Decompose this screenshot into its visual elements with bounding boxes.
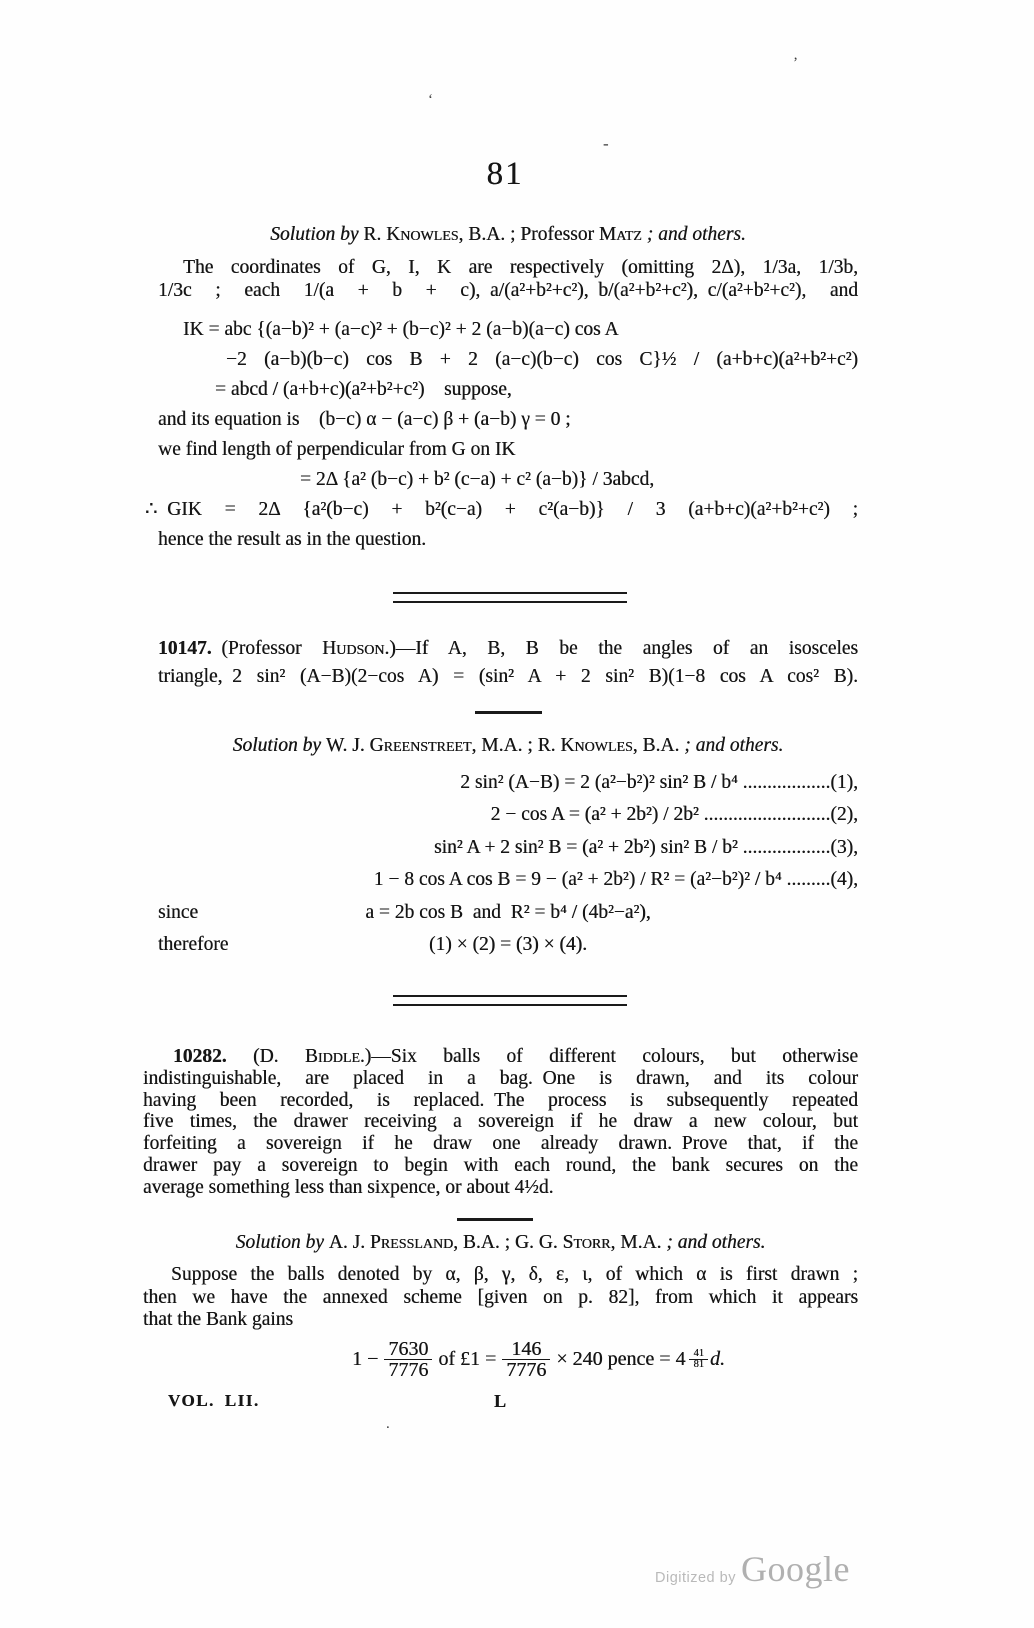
- and-others-label: ; and others.: [661, 1232, 766, 1253]
- problem-intro: (D.: [226, 1046, 305, 1067]
- solution-equations: [145, 315, 858, 555]
- solution-header-knowles: [158, 224, 858, 246]
- scan-artifact: ’: [793, 55, 798, 71]
- and-others-label: ; and others.: [679, 735, 784, 756]
- problem-line: [143, 1046, 858, 1068]
- scan-artifact: .: [386, 1416, 390, 1432]
- formula-text: × 240 pence = 4: [556, 1347, 686, 1370]
- paragraph-line: that the Bank gains: [143, 1309, 294, 1331]
- solver-name: A. J. Pressland, B.A.: [328, 1232, 500, 1253]
- solution-paragraph: [143, 1264, 858, 1332]
- solution-equations: [158, 767, 858, 961]
- problem-line: five times, the drawer receiving a sovereign if he draw a new colour, but: [143, 1111, 858, 1133]
- problem-10147: [158, 635, 858, 691]
- solution-by-label: Solution by: [270, 224, 364, 245]
- equation-line: IK = abc {(a−b)² + (a−c)² + (b−c)² + 2 (a−b)(a−c) cos A: [183, 319, 619, 340]
- scan-artifact: ‘: [428, 92, 433, 108]
- double-rule-divider: [393, 995, 627, 1006]
- paragraph-line: then we have the annexed scheme [given on p. 82], from which it appears: [143, 1286, 858, 1308]
- short-rule-divider: [457, 1218, 533, 1221]
- equation-line: = 2Δ {a² (b−c) + b² (c−a) + c² (a−b)} / 3abcd,: [300, 469, 655, 490]
- problem-intro: (Professor: [211, 638, 323, 659]
- solver-name: R. Knowles, B.A.: [537, 735, 680, 756]
- problem-number: 10147.: [158, 638, 212, 659]
- paragraph-line: The coordinates of G, I, K are respectively (omitting 2Δ), 1/3a, 1/3b,: [183, 257, 858, 278]
- numbered-equation: 2 sin² (A−B) = 2 (a²−b²)² sin² B / b⁴ ..................(1),: [460, 772, 858, 793]
- separator-text: ;: [499, 1232, 515, 1253]
- problem-line: triangle, 2 sin² (A−B)(2−cos A) = (sin² A + 2 sin² B)(1−8 cos A cos² B).: [158, 666, 858, 687]
- problem-line: average something less than sixpence, or about 4½d.: [143, 1176, 554, 1198]
- fraction-numerator: 41: [693, 1347, 704, 1359]
- problem-number: 10282.: [173, 1046, 227, 1067]
- problem-line: indistinguishable, are placed in a bag. One is drawn, and its colour: [143, 1067, 858, 1089]
- equation-line: we find length of perpendicular from G on IK: [158, 439, 516, 460]
- paragraph-line: Suppose the balls denoted by α, β, γ, δ, ε, ι, of which α is first drawn ;: [171, 1264, 858, 1285]
- and-others-label: ; and others.: [641, 224, 746, 245]
- fraction-denominator: 81: [689, 1359, 708, 1370]
- proposer-name: Hudson: [322, 638, 385, 659]
- solver-name: R. Knowles, B.A.: [363, 224, 506, 245]
- equation-line: hence the result as in the question.: [158, 529, 427, 550]
- equation-line: = abcd / (a+b+c)(a²+b²+c²) suppose,: [215, 379, 512, 400]
- equation-line: ∴ GIK = 2Δ {a²(b−c) + b²(c−a) + c²(a−b)} / 3 (a+b+c)(a²+b²+c²) ;: [145, 499, 858, 520]
- problem-line: drawer pay a sovereign to begin with each round, the bank secures on the: [143, 1154, 858, 1176]
- fraction: [689, 1349, 708, 1370]
- therefore-equation: (1) × (2) = (3) × (4).: [428, 934, 588, 956]
- solver-name: Matz: [598, 224, 642, 245]
- equation-row-therefore: [158, 929, 858, 961]
- problem-10282: [143, 1046, 858, 1199]
- equation-line: and its equation is (b−c) α − (a−c) β + (a−b) γ = 0 ;: [158, 409, 571, 430]
- formula-text: of £1 =: [438, 1347, 497, 1370]
- solution-header-pressland: [143, 1232, 858, 1254]
- short-rule-divider: [475, 711, 542, 714]
- equation-row-since: [158, 897, 858, 929]
- since-label: since: [158, 901, 199, 923]
- proposer-name: Biddle: [304, 1046, 360, 1067]
- therefore-label: therefore: [158, 934, 229, 956]
- fraction-denominator: 7776: [502, 1359, 550, 1380]
- formula-text: 1 −: [352, 1347, 379, 1370]
- numbered-equation: sin² A + 2 sin² B = (a² + 2b²) sin² B / b² ..................(3),: [434, 836, 858, 858]
- solution-paragraph: [158, 257, 858, 302]
- problem-line: having been recorded, is replaced. The process is subsequently repeated: [143, 1089, 858, 1111]
- problem-line: forfeiting a sovereign if he draw one already drawn. Prove that, if the: [143, 1133, 858, 1155]
- scan-artifact: -: [603, 134, 609, 153]
- separator-text: ;: [522, 735, 538, 756]
- signature-mark: L: [494, 1391, 507, 1411]
- equation-line: −2 (a−b)(b−c) cos B + 2 (a−c)(b−c) cos C}½ / (a+b+c)(a²+b²+c²): [226, 349, 858, 370]
- google-logo: Google: [741, 1549, 850, 1589]
- solution-by-label: Solution by: [232, 735, 326, 756]
- double-rule-divider: [393, 592, 627, 603]
- problem-text: .)—Six balls of different colours, but otherwise: [359, 1046, 858, 1067]
- paragraph-line: 1/3c ; each 1/(a + b + c), a/(a²+b²+c²), b/(a²+b²+c²), c/(a²+b²+c²), and: [158, 279, 858, 301]
- page-number: 81: [486, 156, 524, 192]
- fraction: [502, 1339, 550, 1380]
- fraction-numerator: 7630: [388, 1337, 429, 1360]
- numbered-equation: 1 − 8 cos A cos B = 9 − (a² + 2b²) / R² = (a²−b²)² / b⁴ .........(4),: [373, 869, 858, 891]
- volume-label: VOL. LII.: [168, 1391, 260, 1410]
- since-equation: a = 2b cos B and R² = b⁴ / (4b²−a²),: [365, 901, 651, 923]
- digitized-by-label: Digitized by: [655, 1570, 736, 1586]
- fraction: [384, 1339, 432, 1380]
- problem-line: [158, 635, 858, 663]
- solver-name: G. G. Storr, M.A.: [514, 1232, 662, 1253]
- separator-text: ; Professor: [505, 224, 599, 245]
- solution-header-greenstreet: [158, 735, 858, 757]
- bank-gain-formula: [181, 1334, 896, 1384]
- solver-name: W. J. Greenstreet, M.A.: [325, 735, 523, 756]
- fraction-numerator: 146: [511, 1337, 542, 1360]
- problem-text: .)—If A, B, B be the angles of an isosceles: [384, 638, 859, 659]
- solution-by-label: Solution by: [235, 1232, 329, 1253]
- formula-text: d.: [709, 1347, 725, 1370]
- fraction-denominator: 7776: [384, 1359, 432, 1380]
- numbered-equation: 2 − cos A = (a² + 2b²) / 2b² ..........................(2),: [490, 804, 858, 826]
